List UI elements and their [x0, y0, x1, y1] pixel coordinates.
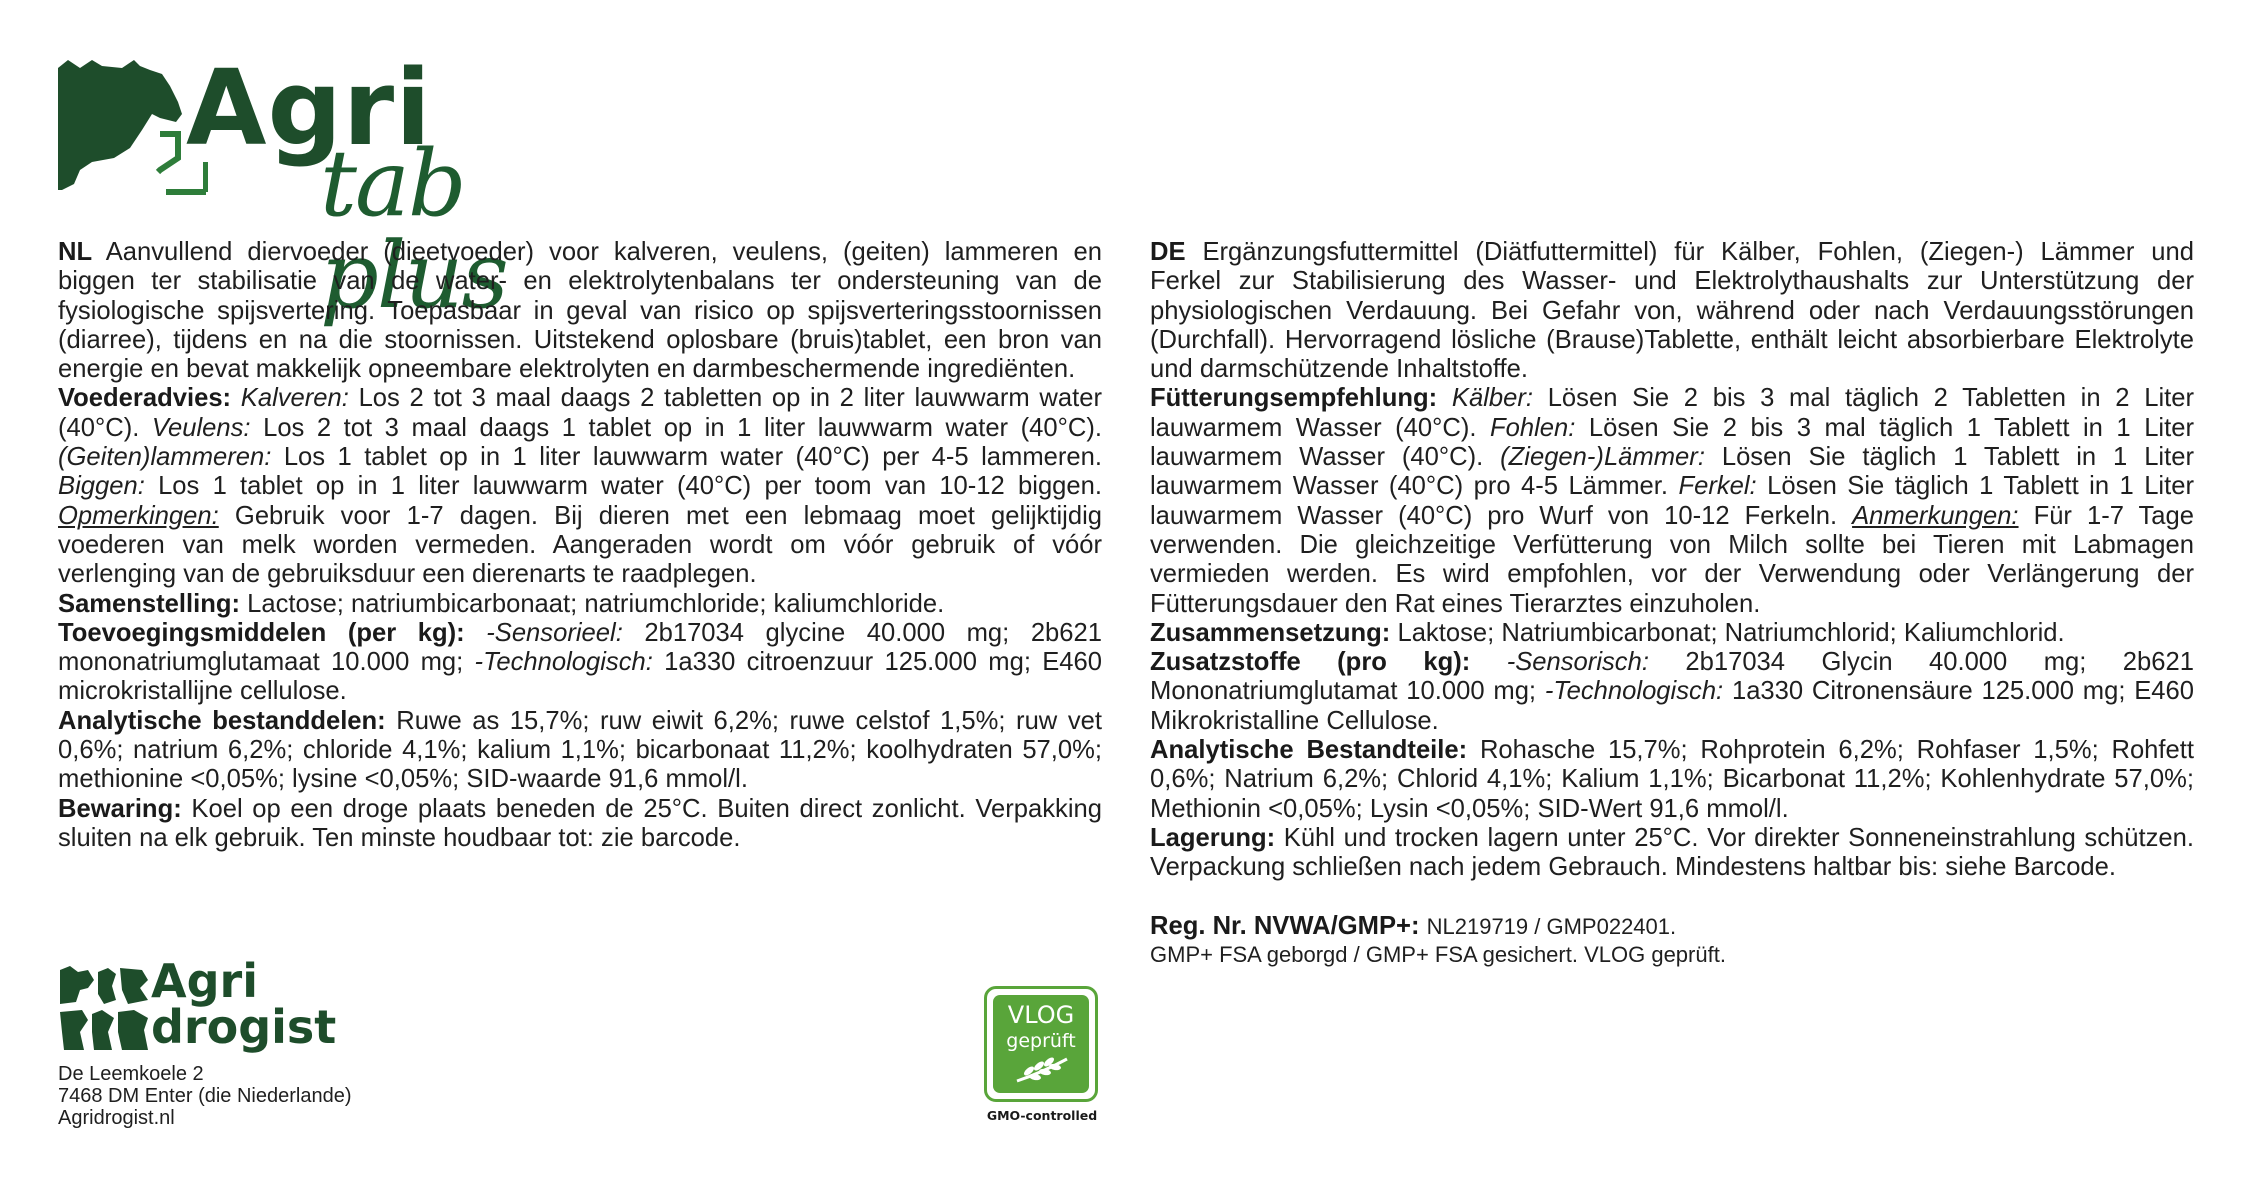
de-feeding [1150, 384, 2194, 618]
de-intro-text: Ergänzungsfuttermittel (Diätfuttermittel) für Kälber, Fohlen, (Ziegen-) Lämmer und Ferkel zur Stabilisierung des Wasser- und Elektrolythaushalts zur Unterstützung der physiologischen Verdauung. Bei Gefahr von, während oder nach Verdauungsstörungen (Durchfall). Hervorragend lösliche (Brause)Tablette, enthält leicht absorbierbare Elektrolyte und darmschützende Inhaltstoffe. [1150, 238, 2194, 384]
de-additives [1150, 648, 2194, 736]
company-logo-line2: drogist [151, 1000, 337, 1054]
de-tech-label: -Technologisch: [1544, 677, 1724, 706]
de-analytic-label: Analytische Bestandteile: [1150, 736, 1468, 765]
company-logo [58, 954, 378, 1062]
de-analytic [1150, 736, 2194, 824]
nl-storage [58, 795, 1102, 854]
de-piglets-label: Ferkel: [1678, 472, 1757, 501]
nl-calves-text: Los 2 tot 3 maal daags 2 tabletten op in 2 liter lauwwarm water (40°C). [58, 384, 1102, 442]
company-logo-text [151, 954, 337, 1054]
de-analytic-text: Rohasche 15,7%; Rohprotein 6,2%; Rohfaser 1,5%; Rohfett 0,6%; Natrium 6,2%; Chlorid 4,1%; Kalium 1,1%; Bicarbonat 11,2%; Kohlenhydrate 57,0%; Methionin <0,05%; Lysin <0,05%; SID-Wert 91,6 mmol/l. [1150, 736, 2194, 823]
german-text-column [1150, 238, 2194, 968]
address-street: De Leemkoele 2 [58, 1063, 204, 1085]
dutch-text-column [58, 238, 1102, 853]
de-intro [1150, 238, 2194, 384]
vlog-subtitle: geprüft [1006, 1030, 1076, 1052]
de-lang-code: DE [1150, 238, 1186, 266]
nl-composition [58, 590, 1102, 619]
nl-analytic [58, 707, 1102, 795]
vlog-seal-fill [993, 995, 1089, 1093]
de-calves-text: Lösen Sie 2 bis 3 mal täglich 2 Tabletten in 2 Liter lauwarmem Wasser (40°C). [1150, 384, 2194, 442]
nl-analytic-text: Ruwe as 15,7%; ruw eiwit 6,2%; ruwe celstof 1,5%; ruw vet 0,6%; natrium 6,2%; chloride 4,1%; kalium 1,1%; bicarbonaat 11,2%; koolhydraten 57,0%; methionine <0,05%; lysine <0,05%; SID-waarde 91,6 mmol/l. [58, 706, 1102, 794]
nl-piglets-label: Biggen: [58, 472, 145, 501]
nl-foals-label: Veulens: [151, 413, 251, 442]
logo-wordmark: Agri [186, 47, 432, 169]
vlog-title: VLOG [1007, 1001, 1075, 1029]
registration-line [1150, 912, 2194, 941]
nl-calves-label: Kalveren: [240, 384, 349, 413]
nl-additives [58, 619, 1102, 707]
de-composition [1150, 619, 2194, 648]
company-website: Agridrogist.nl [58, 1107, 175, 1129]
nl-foals-text: Los 2 tot 3 maal daags 1 tablet op in 1 liter lauwwarm water (40°C). [263, 413, 1102, 442]
de-foals-label: Fohlen: [1490, 413, 1576, 442]
de-remarks-text: Für 1-7 Tage verwenden. Die gleichzeitige Verfütterung von Milch sollte bei Tieren mit Labmagen vermieden werden. Es wird empfohlen, vor der Verwendung oder Verlängerung der Fütterungsdauer den Rat eines Tierarztes einzuholen. [1150, 501, 2194, 618]
nl-composition-label: Samenstelling: [58, 589, 241, 618]
de-storage-text: Kühl und trocken lagern unter 25°C. Vor direkter Sonneneinstrahlung schützen. Verpackung schließen nach jedem Gebrauch. Mindestens haltbar bis: siehe Barcode. [1150, 823, 2194, 882]
de-storage [1150, 824, 2194, 883]
nl-storage-text: Koel op een droge plaats beneden de 25°C. Buiten direct zonlicht. Verpakking sluiten na elk gebruik. Ten minste houdbaar tot: zie barcode. [58, 794, 1102, 852]
de-sensory-text: 2b17034 Glycin 40.000 mg; 2b621 Mononatriumglutamat 10.000 mg; [1150, 648, 2194, 706]
de-lambs-text: Lösen Sie täglich 1 Tablett in 1 Liter lauwarmem Wasser (40°C) pro 4-5 Lämmer. [1150, 443, 2194, 501]
company-logo-line1: Agri [151, 954, 258, 1008]
nl-lang-code: NL [58, 238, 93, 266]
de-tech-text: 1a330 Citronensäure 125.000 mg; E460 Mikrokristalline Cellulose. [1150, 677, 2194, 735]
nl-sensory-label: -Sensorieel: [486, 618, 623, 647]
nl-feeding-label: Voederadvies: [58, 384, 232, 413]
de-additives-label: Zusatzstoffe (pro kg): [1150, 648, 1471, 677]
nl-tech-text: 1a330 citroenzuur 125.000 mg; E460 microkristallijne cellulose. [58, 648, 1102, 706]
nl-lambs-text: Los 1 tablet op in 1 liter lauwwarm water (40°C) per 4-5 lammeren. [283, 443, 1102, 472]
nl-piglets-text: Los 1 tablet op in 1 liter lauwwarm water (40°C) per toom van 10-12 biggen. [158, 472, 1102, 501]
nl-feeding [58, 384, 1102, 589]
de-composition-text: Laktose; Natriumbicarbonat; Natriumchlorid; Kaliumchlorid. [1397, 618, 2065, 647]
wheat-icon [1013, 1055, 1071, 1085]
vlog-seal [982, 986, 1102, 1126]
nl-additives-label: Toevoegingsmiddelen (per kg): [58, 618, 465, 647]
registration-label: Reg. Nr. NVWA/GMP+: [1150, 911, 1420, 940]
registration-number: NL219719 / GMP022401. [1426, 913, 1677, 939]
de-remarks-label: Anmerkungen: [1852, 501, 2019, 530]
nl-storage-label: Bewaring: [58, 794, 182, 823]
vlog-caption: GMO-controlled [986, 1108, 1098, 1123]
nl-intro [58, 238, 1102, 384]
certification-line: GMP+ FSA geborgd / GMP+ FSA gesichert. VLOG geprüft. [1150, 941, 1726, 967]
address-city: 7468 DM Enter (die Niederlande) [58, 1085, 352, 1107]
nl-lambs-label: (Geiten)lammeren: [58, 443, 272, 472]
nl-intro-text: Aanvullend diervoeder (dieetvoeder) voor kalveren, veulens, (geiten) lammeren en biggen ter stabilisatie van de water- en elektrolytenbalans ter ondersteuning van de fysiologische spijsvertering. Toepasbaar in geval van risico op spijsverteringsstoornissen (diarree), tijdens en na die stoornissen. Uitstekend oplosbare (bruis)tablet, een bron van energie en bevat makkelijk opneembare elektrolyten en darmbeschermende ingrediënten. [58, 238, 1102, 384]
de-lambs-label: (Ziegen-)Lämmer: [1500, 443, 1705, 472]
de-composition-label: Zusammensetzung: [1150, 618, 1391, 647]
de-piglets-text: Lösen Sie täglich 1 Tablett in 1 Liter lauwarmem Wasser (40°C) pro Wurf von 10-12 Ferkeln. [1150, 472, 2194, 530]
de-foals-text: Lösen Sie 2 bis 3 mal täglich 1 Tablett in 1 Liter lauwarmem Wasser (40°C). [1150, 413, 2194, 472]
de-calves-label: Kälber: [1451, 384, 1533, 413]
nl-sensory-text: 2b17034 glycine 40.000 mg; 2b621 mononatriumglutamaat 10.000 mg; [58, 618, 1102, 677]
animal-silhouettes-icon [58, 966, 150, 1054]
nl-remarks-label: Opmerkingen: [58, 501, 219, 530]
vlog-seal-border [984, 986, 1098, 1102]
nl-composition-text: Lactose; natriumbicarbonaat; natriumchloride; kaliumchloride. [247, 589, 945, 618]
company-address [58, 1063, 352, 1129]
de-storage-label: Lagerung: [1150, 823, 1276, 852]
de-feeding-label: Fütterungsempfehlung: [1150, 384, 1438, 413]
de-sensory-label: -Sensorisch: [1506, 648, 1649, 677]
nl-analytic-label: Analytische bestanddelen: [58, 706, 386, 735]
nl-remarks-text: Gebruik voor 1-7 dagen. Bij dieren met een lebmaag moet gelijktijdig voederen van melk worden vermeden. Aangeraden wordt om vóór gebruik of vóór verlenging van de gebruiksduur een dierenarts te raadplegen. [58, 501, 1102, 589]
nl-tech-label: -Technologisch: [474, 648, 653, 677]
logo-product-name: tab plus [320, 130, 507, 329]
